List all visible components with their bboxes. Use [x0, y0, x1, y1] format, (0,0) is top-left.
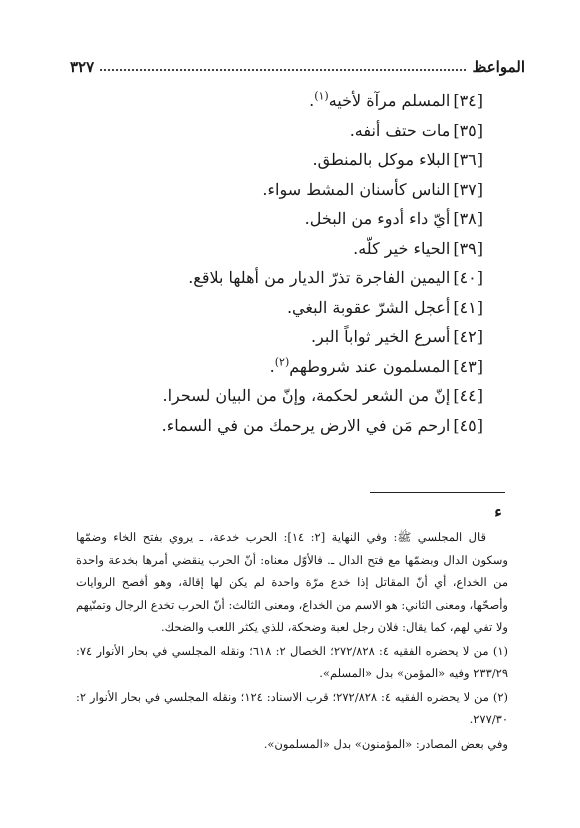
item-text: الناس كأسنان المشط سواء. — [262, 179, 451, 199]
item-text: أيّ داء أدوء من البخل. — [304, 209, 451, 228]
item-text: مات حتف أنفه. — [349, 120, 451, 140]
item-number: [٤٣] — [453, 356, 483, 376]
item-number: [٣٧] — [453, 179, 483, 199]
list-item — [103, 234, 483, 264]
list-item — [103, 293, 483, 323]
header-dot-leader — [100, 68, 466, 71]
list-item — [103, 86, 483, 116]
list-item — [103, 116, 483, 146]
footnote-ref: (١) — [314, 89, 329, 103]
item-end: . — [309, 91, 315, 110]
footnote-ref: (٢) — [274, 355, 290, 369]
page-number: ٣٢٧ — [70, 58, 95, 76]
commentary-paragraph: قال المجلسي ﷺ: وفي النهاية [٢: ١٤]: الحرب خدعة، ـ يروي بفتح الخاء وضمّها وسكون الدال وبضمّها مع فتح الدال ـ. فالأوّل معناه: أنّ الحرب ينقضي أمرها بخدعة واحدة من الخداع، أي أنّ المقاتل إذا خدع مرّة واحدة لم يكن لها إقالة، وهو أفصح الروايات وأصحّها، ومعنى الثاني: هو الاسم من الخداع، ومعنى الثالث: أنّ الحرب تخدع الرجال وتمنّيهم ولا تفي لهم، كما يقال: فلان رجل لعبة وضحكة، للذي يكثر اللعب والضحك. — [76, 530, 508, 634]
item-end: . — [269, 356, 275, 376]
item-text: ارحم مَن في الارض يرحمك من في السماء. — [161, 415, 451, 435]
item-text: المسلمون عند شروطهم — [289, 356, 451, 376]
item-number: [٣٩] — [453, 238, 483, 258]
footnote-separator — [370, 492, 505, 493]
list-item — [103, 204, 483, 234]
item-text: إنّ من الشعر لحكمة، وإنّ من البيان لسحرا. — [162, 386, 451, 405]
list-item — [103, 352, 483, 382]
footnotes — [76, 526, 508, 755]
item-number: [٤٤] — [453, 386, 483, 405]
list-item — [103, 175, 483, 205]
item-text: اليمين الفاجرة تذرّ الديار من أهلها بلاقع. — [188, 268, 451, 287]
chapter-title: المواعظ — [472, 58, 525, 76]
item-number: [٣٥] — [453, 120, 483, 140]
item-number: [٣٦] — [453, 150, 483, 169]
list-item — [103, 263, 483, 293]
footnote-2: (٢) من لا يحضره الفقيه ٤: ٢٧٢/٨٢٨؛ قرب الاسناد: ١٢٤؛ ونقله المجلسي في بحار الأنوار ٢: ٢٧٧/٣٠. — [76, 689, 508, 726]
footnote-section-mark: ء — [494, 502, 502, 521]
proverb-list — [103, 86, 483, 440]
item-number: [٤١] — [453, 297, 483, 317]
running-header — [70, 54, 525, 76]
item-text: المسلم مرآة لأخيه — [328, 91, 451, 110]
item-text: البلاء موكل بالمنطق. — [312, 150, 451, 169]
item-number: [٤٥] — [453, 415, 483, 435]
item-text: أسرع الخير ثواباً البر. — [310, 327, 451, 346]
item-number: [٣٨] — [453, 209, 483, 228]
list-item — [103, 145, 483, 175]
item-number: [٤٢] — [453, 327, 483, 346]
item-number: [٣٤] — [453, 91, 483, 110]
item-text: أعجل الشرّ عقوبة البغي. — [286, 297, 451, 317]
item-text: الحياء خير كلّه. — [353, 238, 451, 258]
footnote-1: (١) من لا يحضره الفقيه ٤: ٢٧٢/٨٢٨؛ الخصال ٢: ٦١٨؛ ونقله المجلسي في بحار الأنوار ٧٤: ٢٣٣/٢٩ وفيه «المؤمن» بدل «المسلم». — [76, 643, 509, 680]
list-item — [103, 381, 483, 411]
list-item — [103, 411, 483, 441]
list-item — [103, 322, 483, 352]
footnote-variant: وفي بعض المصادر: «المؤمنون» بدل «المسلمون». — [263, 736, 508, 751]
item-number: [٤٠] — [453, 268, 483, 287]
